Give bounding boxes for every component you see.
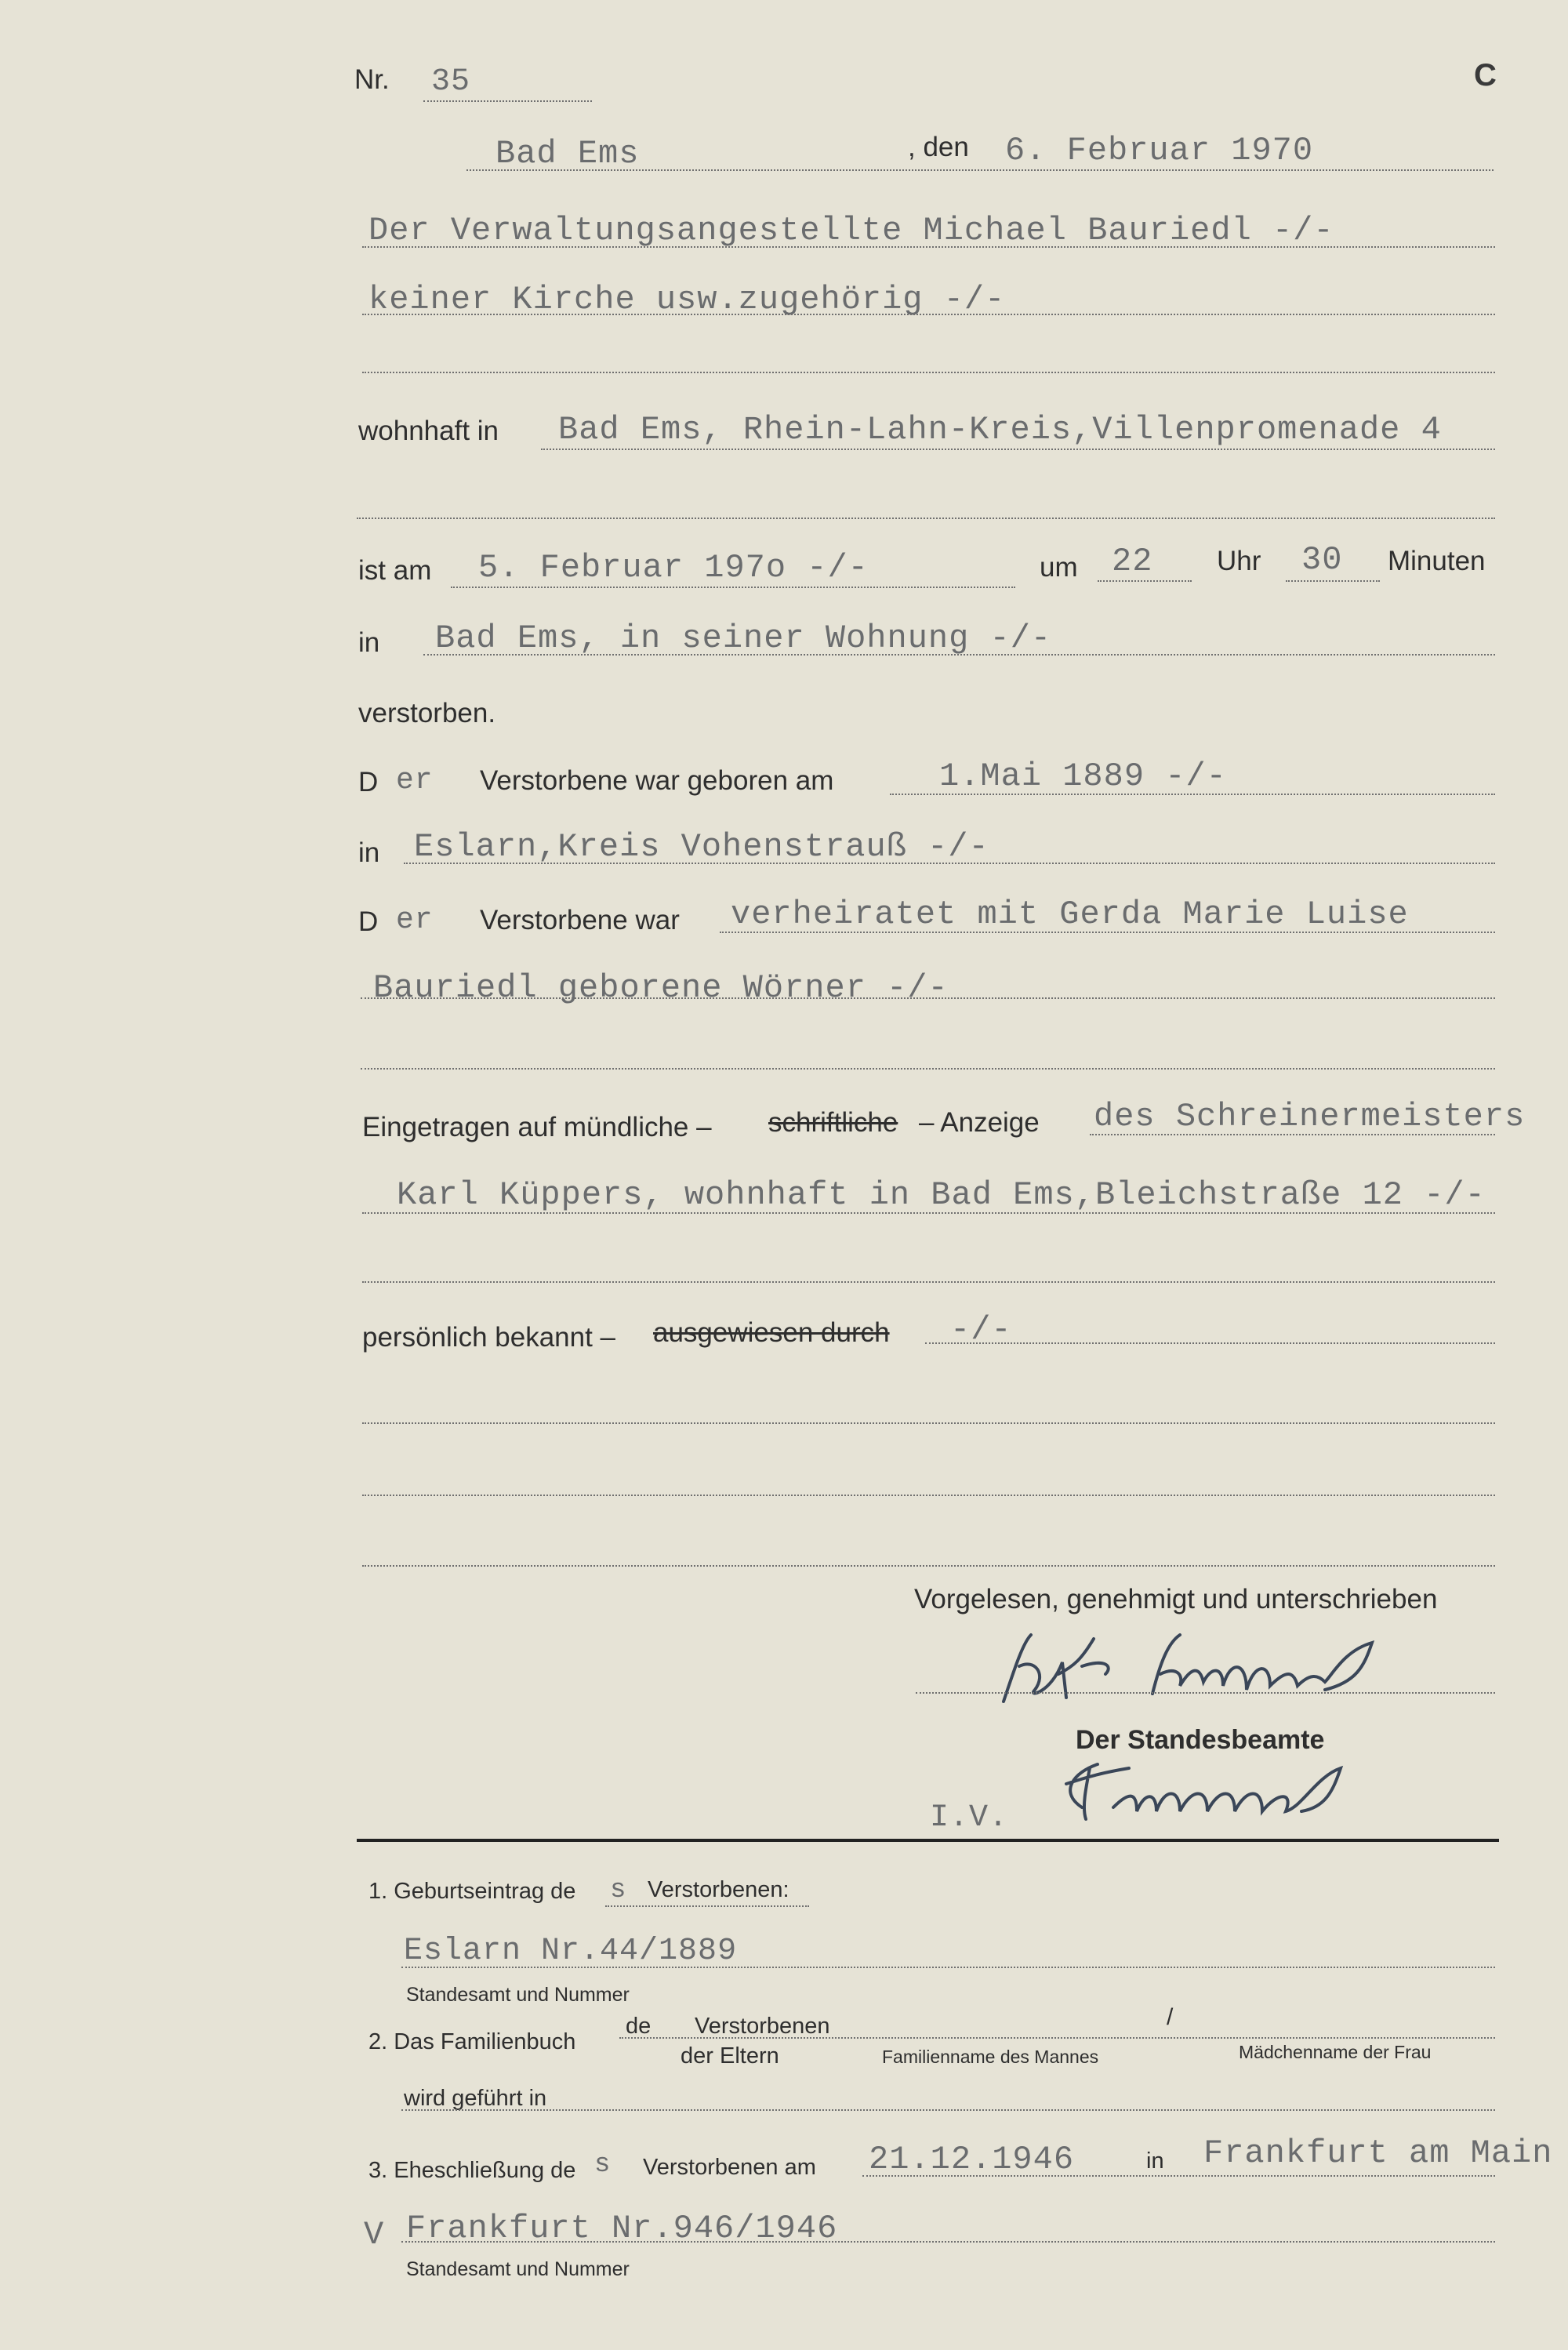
iv-label: I.V. bbox=[930, 1800, 1009, 1836]
informant-signature bbox=[988, 1619, 1443, 1713]
blank-rule-a bbox=[362, 1422, 1495, 1424]
birth-d-label: D bbox=[358, 767, 379, 797]
family-book-verstorbenen: Verstorbenen bbox=[695, 2014, 830, 2039]
identification-rule bbox=[925, 1342, 1495, 1344]
marriage-label: Verstorbene war bbox=[480, 905, 680, 935]
nr-value: 35 bbox=[431, 64, 471, 100]
identification-struck: ausgewiesen durch bbox=[653, 1317, 890, 1348]
death-place-in-label: in bbox=[358, 627, 380, 658]
residence-rule bbox=[541, 449, 1495, 450]
family-book-slash: / bbox=[1167, 2004, 1174, 2030]
death-minutes-rule bbox=[1286, 580, 1380, 582]
birth-place-in-label: in bbox=[358, 837, 380, 868]
blank-rule-c bbox=[362, 1565, 1495, 1567]
marriage-entry-caption: Standesamt und Nummer bbox=[406, 2258, 630, 2280]
family-book-label: 2. Das Familienbuch bbox=[368, 2029, 576, 2054]
person-line-1: Der Verwaltungsangestellte Michael Bauriedl -/- bbox=[368, 212, 1334, 249]
family-book-caption-man: Familienname des Mannes bbox=[882, 2047, 1099, 2067]
marriage-entry-in: in bbox=[1146, 2148, 1164, 2174]
nr-label: Nr. bbox=[354, 64, 390, 95]
informant-line-2: Karl Küppers, wohnhaft in Bad Ems,Bleichstraße 12 -/- bbox=[397, 1176, 1486, 1214]
residence-value: Bad Ems, Rhein-Lahn-Kreis,Villenpromenade 4 bbox=[558, 411, 1442, 449]
informant-line-1-rule bbox=[1090, 1134, 1495, 1135]
death-date-label: ist am bbox=[358, 555, 432, 586]
marriage-entry-typed: s bbox=[594, 2150, 612, 2180]
informant-line-1: des Schreinermeisters bbox=[1094, 1098, 1526, 1135]
marriage-entry-place: Frankfurt am Main bbox=[1203, 2134, 1553, 2172]
birth-entry-typed: s bbox=[610, 1876, 627, 1905]
family-book-wird: wird geführt in bbox=[404, 2086, 547, 2111]
marriage-line-2-rule bbox=[361, 997, 1495, 999]
registration-label-start: Eingetragen auf mündliche – bbox=[362, 1112, 712, 1142]
death-hour-rule bbox=[1098, 580, 1192, 582]
family-book-de: de bbox=[626, 2014, 652, 2039]
marriage-entry-value: Frankfurt Nr.946/1946 bbox=[406, 2210, 838, 2247]
death-date-rule bbox=[451, 587, 1015, 588]
place-value: Bad Ems bbox=[495, 135, 640, 173]
official-title: Der Standesbeamte bbox=[1076, 1725, 1325, 1755]
family-book-eltern: der Eltern bbox=[681, 2043, 779, 2069]
blank-line bbox=[362, 372, 1495, 373]
marriage-line-1: verheiratet mit Gerda Marie Luise bbox=[731, 895, 1409, 933]
family-book-caption-woman: Mädchenname der Frau bbox=[1239, 2042, 1432, 2062]
form-letter: C bbox=[1474, 58, 1497, 93]
nr-line bbox=[423, 100, 592, 102]
person-line-1-rule bbox=[362, 246, 1495, 248]
closing-statement: Vorgelesen, genehmigt und unterschrieben bbox=[914, 1584, 1438, 1614]
registration-label-end: – Anzeige bbox=[919, 1107, 1040, 1138]
document-date: 6. Februar 1970 bbox=[1005, 132, 1314, 169]
informant-line-2-rule bbox=[362, 1212, 1495, 1214]
person-line-2: keiner Kirche usw.zugehörig -/- bbox=[368, 281, 1006, 318]
marriage-entry-value-rule bbox=[401, 2241, 1495, 2243]
birth-date: 1.Mai 1889 -/- bbox=[939, 757, 1227, 795]
registration-struck: schriftliche bbox=[768, 1107, 898, 1138]
birth-entry-label-rule bbox=[605, 1905, 809, 1907]
marriage-line-2: Bauriedl geborene Wörner -/- bbox=[373, 969, 949, 1007]
official-signature bbox=[1043, 1745, 1419, 1831]
family-book-location-rule bbox=[401, 2109, 1495, 2111]
informant-blank-rule bbox=[362, 1281, 1495, 1283]
death-date: 5. Februar 197o -/- bbox=[478, 549, 869, 587]
marriage-line-1-rule bbox=[720, 932, 1495, 933]
person-line-2-rule bbox=[362, 314, 1495, 315]
blank-rule-b bbox=[362, 1495, 1495, 1496]
verstorben-label: verstorben. bbox=[358, 698, 496, 728]
death-uhr-label: Uhr bbox=[1217, 546, 1261, 576]
birth-entry-rule bbox=[401, 1967, 1495, 1968]
death-place-rule bbox=[423, 654, 1495, 656]
birth-date-rule bbox=[890, 794, 1495, 795]
death-minutes: 30 bbox=[1301, 541, 1343, 579]
marriage-entry-label: 3. Eheschließung de bbox=[368, 2158, 576, 2183]
birth-place: Eslarn,Kreis Vohenstrauß -/- bbox=[414, 828, 989, 866]
death-hour: 22 bbox=[1112, 543, 1153, 580]
marriage-er-typed: er bbox=[396, 903, 434, 937]
death-time-um-label: um bbox=[1040, 552, 1078, 583]
birth-entry-value: Eslarn Nr.44/1889 bbox=[404, 1934, 738, 1969]
footer-separator bbox=[357, 1839, 1499, 1842]
marriage-blank-rule bbox=[361, 1068, 1495, 1070]
marriage-entry-label-end: Verstorbenen am bbox=[643, 2155, 816, 2180]
informant-signature-rule bbox=[916, 1692, 1495, 1694]
marriage-entry-rule bbox=[862, 2175, 1495, 2177]
birth-place-rule bbox=[404, 863, 1495, 864]
identification-value: -/- bbox=[950, 1311, 1012, 1349]
marriage-d-label: D bbox=[358, 906, 379, 937]
marriage-entry-date: 21.12.1946 bbox=[869, 2141, 1075, 2178]
death-minuten-label: Minuten bbox=[1388, 546, 1486, 576]
birth-entry-caption: Standesamt und Nummer bbox=[406, 1984, 630, 2006]
family-book-rule bbox=[619, 2037, 1495, 2039]
birth-entry-label: 1. Geburtseintrag de bbox=[368, 1879, 576, 1904]
birth-entry-label-end: Verstorbenen: bbox=[648, 1877, 789, 1902]
identification-label: persönlich bekannt – bbox=[362, 1322, 615, 1353]
residence-label: wohnhaft in bbox=[358, 416, 499, 446]
death-place: Bad Ems, in seiner Wohnung -/- bbox=[435, 619, 1052, 657]
birth-label: Verstorbene war geboren am bbox=[480, 765, 834, 796]
birth-er-typed: er bbox=[396, 764, 434, 797]
residence-blank-rule bbox=[357, 518, 1495, 519]
den-label: , den bbox=[908, 132, 969, 162]
marriage-entry-v: V bbox=[364, 2216, 385, 2254]
date-line bbox=[466, 169, 1494, 171]
